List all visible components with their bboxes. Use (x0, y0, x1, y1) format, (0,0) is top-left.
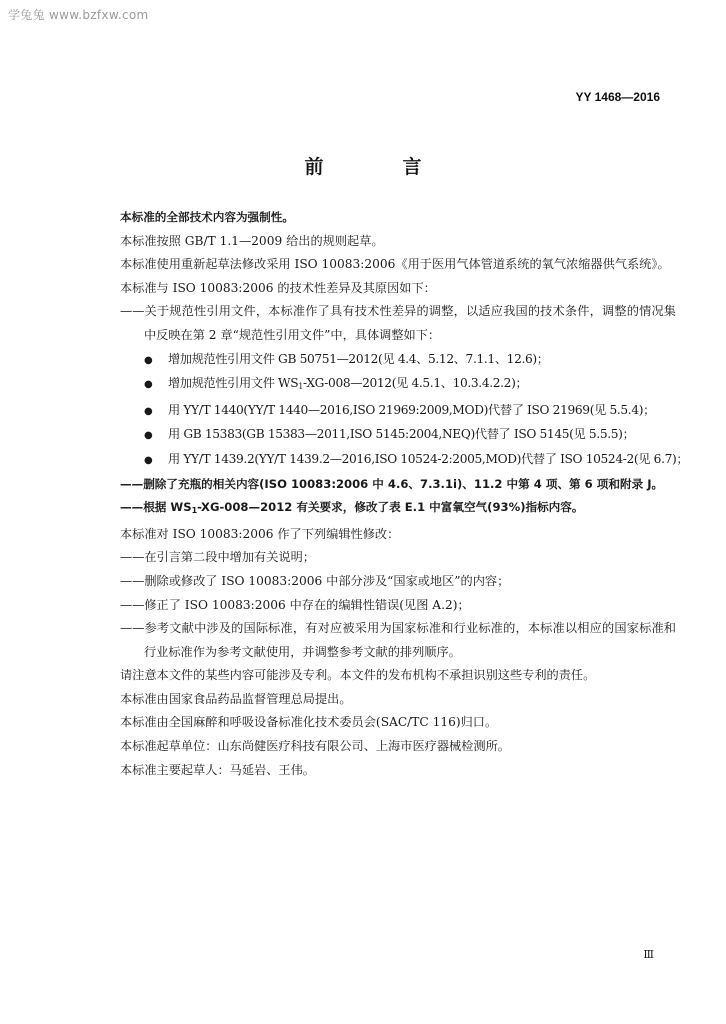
watermark-text: 学兔兔 www.bzfxw.com (8, 8, 149, 22)
paragraph-proposer: 本标准由国家食品药品监督管理总局提出。 (120, 691, 352, 706)
paragraph-drafters: 本标准主要起草人：马延岩、王伟。 (120, 762, 315, 777)
paragraph-drafting-rules: 本标准按照 GB/T 1.1—2009 给出的规则起草。 (120, 233, 384, 248)
paragraph-editorial-changes: 本标准对 ISO 10083:2006 作了下列编辑性修改： (120, 526, 400, 541)
bullet-icon: ● (144, 405, 153, 417)
bullet-item: ● 用 YY/T 1440(YY/T 1440—2016,ISO 21969:2009,MOD)代替了 ISO 21969(见 5.5.4)； (96, 399, 676, 424)
standard-code: YY 1468—2016 (575, 90, 660, 104)
paragraph-technical-differences: 本标准与 ISO 10083:2006 的技术性差异及其原因如下： (120, 280, 436, 295)
bullet-icon: ● (144, 379, 153, 391)
bullet-icon: ● (144, 430, 153, 442)
dash-item-normative-references: ——关于规范性引用文件，本标准作了具有技术性差异的调整，以适应我国的技术条件，调整的情况集中反映在第 2 章“规范性引用文件”中，具体调整如下： (120, 304, 676, 342)
bullet-icon: ● (144, 354, 153, 366)
paragraph-committee: 本标准由全国麻醉和呼吸设备标准化技术委员会(SAC/TC 116)归口。 (120, 715, 498, 730)
page-title: 前 言 (304, 156, 452, 178)
dash-item-editorial: ——在引言第二段中增加有关说明； (120, 550, 315, 565)
document-body (96, 206, 689, 782)
bullet-item: ● 增加规范性引用文件 $WS_1-XG-008—2012$(见 4.5.1、10.3.4.2.2)； (96, 372, 676, 399)
page-number: Ⅲ (643, 949, 654, 961)
bullet-icon: ● (144, 454, 153, 466)
paragraph-patent-notice: 请注意本文件的某些内容可能涉及专利。本文件的发布机构不承担识别这些专利的责任。 (120, 668, 596, 683)
paragraph-mandatory: 本标准的全部技术内容为强制性。 (120, 210, 294, 224)
dash-item-deletion: ——删除了充瓶的相关内容(ISO 10083:2006 中 4.6、7.3.1i)、11.2 中第 4 项、第 6 项和附录 J。 (120, 476, 664, 491)
dash-item-editorial: ——删除或修改了 ISO 10083:2006 中部分涉及“国家或地区”的内容； (120, 573, 510, 588)
bullet-item: ● 用 GB 15383(GB 15383—2011,ISO 5145:2004,NEQ)代替了 ISO 5145(见 5.5.5)； (96, 423, 676, 448)
dash-item-editorial: ——修正了 ISO 10083:2006 中存在的编辑性错误(见图 A.2)； (120, 597, 470, 612)
bullet-item: ● 增加规范性引用文件 GB 50751—2012(见 4.4、5.12、7.1.1、12.6)； (96, 348, 676, 373)
bullet-item: ● 用 YY/T 1439.2(YY/T 1439.2—2016,ISO 10524-2:2005,MOD)代替了 ISO 10524-2(见 6.7)； (96, 448, 676, 473)
dash-item-editorial: ——参考文献中涉及的国际标准，有对应被采用为国家标准和行业标准的，本标准以相应的国家标准和行业标准作为参考文献使用，并调整参考文献的排列顺序。 (120, 621, 676, 659)
paragraph-drafting-units: 本标准起草单位：山东尚健医疗科技有限公司、上海市医疗器械检测所。 (120, 739, 510, 754)
dash-item-modification: ——根据 $WS_1-XG-008—2012$ 有关要求，修改了表 E.1 中富氧空气(93%)指标内容。 (120, 500, 584, 516)
paragraph-adoption: 本标准使用重新起草法修改采用 ISO 10083:2006《用于医用气体管道系统的氧气浓缩器供气系统》。 (120, 257, 670, 272)
